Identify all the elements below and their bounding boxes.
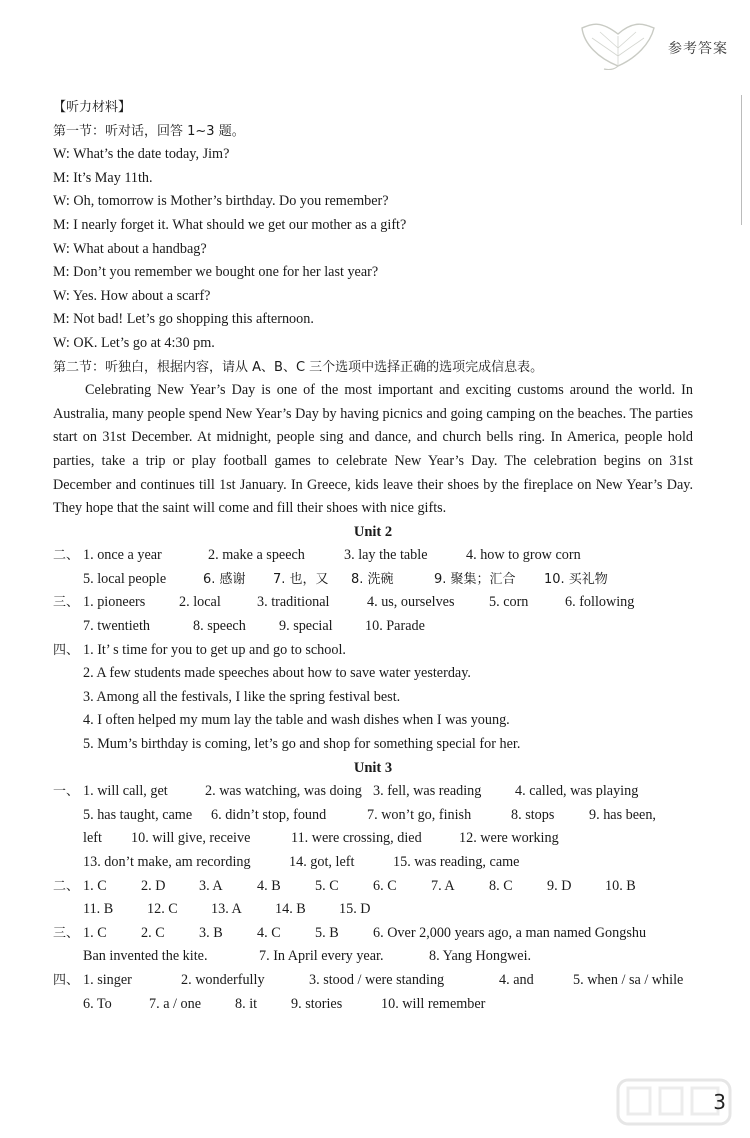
answer-item: 14. B (275, 901, 306, 918)
answer-item: 3. stood / were standing (309, 971, 445, 988)
dialogue-line: W: OK. Let’s go at 4:30 pm. (53, 334, 215, 351)
ginkgo-leaf-icon (578, 18, 658, 70)
answer-item: 10. will remember (381, 995, 486, 1012)
answer-item: 3. lay the table (344, 547, 428, 564)
answer-item: 6. following (565, 594, 635, 611)
section-label: 一、 (53, 784, 80, 800)
answer-item: 1. pioneers (83, 594, 146, 611)
unit3-section1-row (53, 827, 693, 851)
unit3-section3-row (53, 945, 693, 969)
answer-item: 2. wonderfully (181, 971, 265, 988)
answer-item: 14. got, left (289, 854, 355, 870)
answer-item: left (83, 830, 102, 847)
unit2-section4-row (53, 686, 693, 710)
unit2-title: Unit 2 (353, 523, 393, 540)
section-label: 四、 (53, 642, 80, 658)
answer-item: 4. and (499, 971, 534, 988)
answer-item: 2. D (141, 877, 166, 894)
answer-item: 8. C (489, 877, 513, 894)
listening-heading: 【听力材料】 (53, 100, 132, 115)
answer-item: 2. was watching, was doing (205, 783, 362, 800)
section-label: 二、 (53, 878, 80, 894)
dialogue-line: W: Yes. How about a scarf? (53, 287, 211, 304)
answer-item: 11. B (83, 901, 114, 918)
answer-item: 7. twentieth (83, 618, 150, 635)
dialogue-line: W: Oh, tomorrow is Mother’s birthday. Do you remember? (53, 193, 389, 210)
answer-item: 5. local people (83, 570, 167, 587)
part1-label: 第一节：听对话，回答 1~3 题。 (53, 123, 245, 139)
dialogue-line: M: Don’t you remember we bought one for her last year? (53, 264, 379, 281)
answer-item: 5. corn (489, 594, 529, 611)
answer-item: 3. Among all the festivals, I like the spring festival best. (83, 688, 401, 705)
margin-line (741, 95, 742, 225)
answer-item: 5. Mum’s birthday is coming, let’s go and shop for something special for her. (83, 736, 521, 753)
answer-item: 5. when / sa / while (573, 971, 684, 988)
unit2-section4-row (53, 709, 693, 733)
answer-item: 5. C (315, 877, 339, 894)
answer-item: 13. A (211, 901, 242, 918)
dialogue-line: M: I nearly forget it. What should we get our mother as a gift? (53, 216, 407, 233)
answer-item: 8. it (235, 995, 258, 1012)
answer-item: 3. B (199, 924, 223, 941)
monologue-passage: Celebrating New Year’s Day is one of the most important and exciting customs around the world. In Australia, many people spend New Year’s Day by having picnics and going camping on the beaches. The parties start on 31st December. At midnight, people sing and dance, and church bells ring. In America, people hold parties, take a trip or play football games to celebrate New Year’s Day. The celebration begins on 31st December and continues till 1st January. In Greece, kids leave their shoes by the fireplace on New Year’s Day. They hope that the saint will come and fill their shoes with nice gifts. (53, 382, 693, 517)
page-number: 3 (713, 1090, 726, 1114)
unit3-title: Unit 3 (353, 759, 393, 776)
answer-item: 7. In April every year. (259, 948, 384, 965)
header-title: 参考答案 (668, 41, 728, 57)
answer-item: 6. To (83, 995, 112, 1012)
answer-item: 6. 感谢 (203, 571, 246, 587)
answer-item: 13. don’t make, am recording (83, 854, 251, 870)
answer-item: 10. 买礼物 (544, 571, 608, 587)
unit3-section2-row (53, 898, 693, 922)
unit3-section3-row (53, 922, 693, 946)
part2-label: 第二节：听独白，根据内容，请从 A、B、C 三个选项中选择正确的选项完成信息表。 (53, 359, 544, 375)
answer-item: 8. speech (193, 618, 246, 635)
answer-item: 9. D (547, 877, 572, 894)
answer-item: 6. C (373, 877, 397, 894)
section-label: 三、 (53, 925, 80, 941)
dialogue (53, 143, 693, 355)
unit3-section1-row (53, 804, 693, 828)
section-label: 四、 (53, 972, 80, 988)
answer-item: 8. Yang Hongwei. (429, 948, 532, 965)
answer-item: 5. has taught, came (83, 806, 193, 823)
answer-item: 2. C (141, 924, 165, 941)
answer-item: 9. 聚集；汇合 (434, 571, 516, 587)
answer-item: 10. B (605, 877, 636, 894)
answer-item: 7. A (431, 877, 455, 894)
answer-item: 1. singer (83, 971, 132, 988)
unit2-section2-row (53, 544, 693, 568)
answer-item: 1. C (83, 924, 107, 941)
answer-item: 5. B (315, 924, 339, 941)
answer-item: 9. stories (291, 995, 343, 1012)
answer-item: 3. fell, was reading (373, 783, 482, 800)
answer-item: 8. stops (511, 806, 555, 823)
dialogue-line: M: It’s May 11th. (53, 169, 153, 186)
unit2-section4-row (53, 639, 693, 663)
unit3-section2-row (53, 875, 693, 899)
answer-item: 12. C (147, 901, 178, 918)
answer-item: 4. I often helped my mum lay the table and wash dishes when I was young. (83, 712, 510, 729)
answer-item: 4. how to grow corn (466, 547, 581, 564)
answer-item: 15. was reading, came (393, 854, 520, 870)
answer-item: 1. C (83, 877, 107, 894)
section-label: 三、 (53, 595, 80, 611)
unit2-section4-row (53, 733, 693, 757)
answer-item: 12. were working (459, 830, 559, 847)
answer-item: 7. a / one (149, 995, 202, 1012)
answer-item: 10. will give, receive (131, 830, 251, 847)
answer-item: 4. C (257, 924, 281, 941)
answer-item: Ban invented the kite. (83, 948, 208, 965)
unit2-section3-row (53, 591, 693, 615)
answer-item: 7. 也，又 (273, 571, 329, 587)
answer-item: 3. traditional (257, 594, 330, 611)
page-header (578, 18, 728, 70)
unit2-section2-row (53, 568, 693, 592)
unit2-section3-row (53, 615, 693, 639)
unit3-section1-row (53, 780, 693, 804)
answer-item: 4. B (257, 877, 281, 894)
answer-item: 2. make a speech (208, 547, 305, 564)
answer-item: 7. won’t go, finish (367, 806, 472, 823)
dialogue-line: W: What about a handbag? (53, 240, 207, 257)
answer-item: 15. D (339, 901, 371, 918)
unit3-section1-row (53, 851, 693, 875)
answer-item: 11. were crossing, died (291, 830, 422, 847)
answer-content (53, 96, 693, 1016)
unit3-section4-row (53, 993, 693, 1017)
answer-item: 6. didn’t stop, found (211, 806, 327, 823)
answer-item: 10. Parade (365, 618, 425, 635)
answer-item: 4. called, was playing (515, 783, 639, 800)
answer-item: 8. 洗碗 (351, 571, 394, 587)
answer-item: 6. Over 2,000 years ago, a man named Gongshu (373, 924, 647, 941)
answer-item: 1. will call, get (83, 783, 168, 800)
answer-item: 9. has been, (589, 806, 656, 823)
answer-item: 1. once a year (83, 547, 162, 564)
answer-item: 9. special (279, 618, 333, 635)
dialogue-line: W: What’s the date today, Jim? (53, 146, 230, 163)
answer-item: 3. A (199, 877, 223, 894)
answer-item: 4. us, ourselves (367, 594, 455, 611)
answer-item: 2. local (179, 594, 221, 611)
unit3-section4-row (53, 969, 693, 993)
section-label: 二、 (53, 548, 80, 564)
answer-item: 1. It’ s time for you to get up and go to school. (83, 641, 346, 658)
answer-item: 2. A few students made speeches about how to save water yesterday. (83, 665, 471, 682)
dialogue-line: M: Not bad! Let’s go shopping this afternoon. (53, 311, 314, 328)
unit2-section4-row (53, 662, 693, 686)
